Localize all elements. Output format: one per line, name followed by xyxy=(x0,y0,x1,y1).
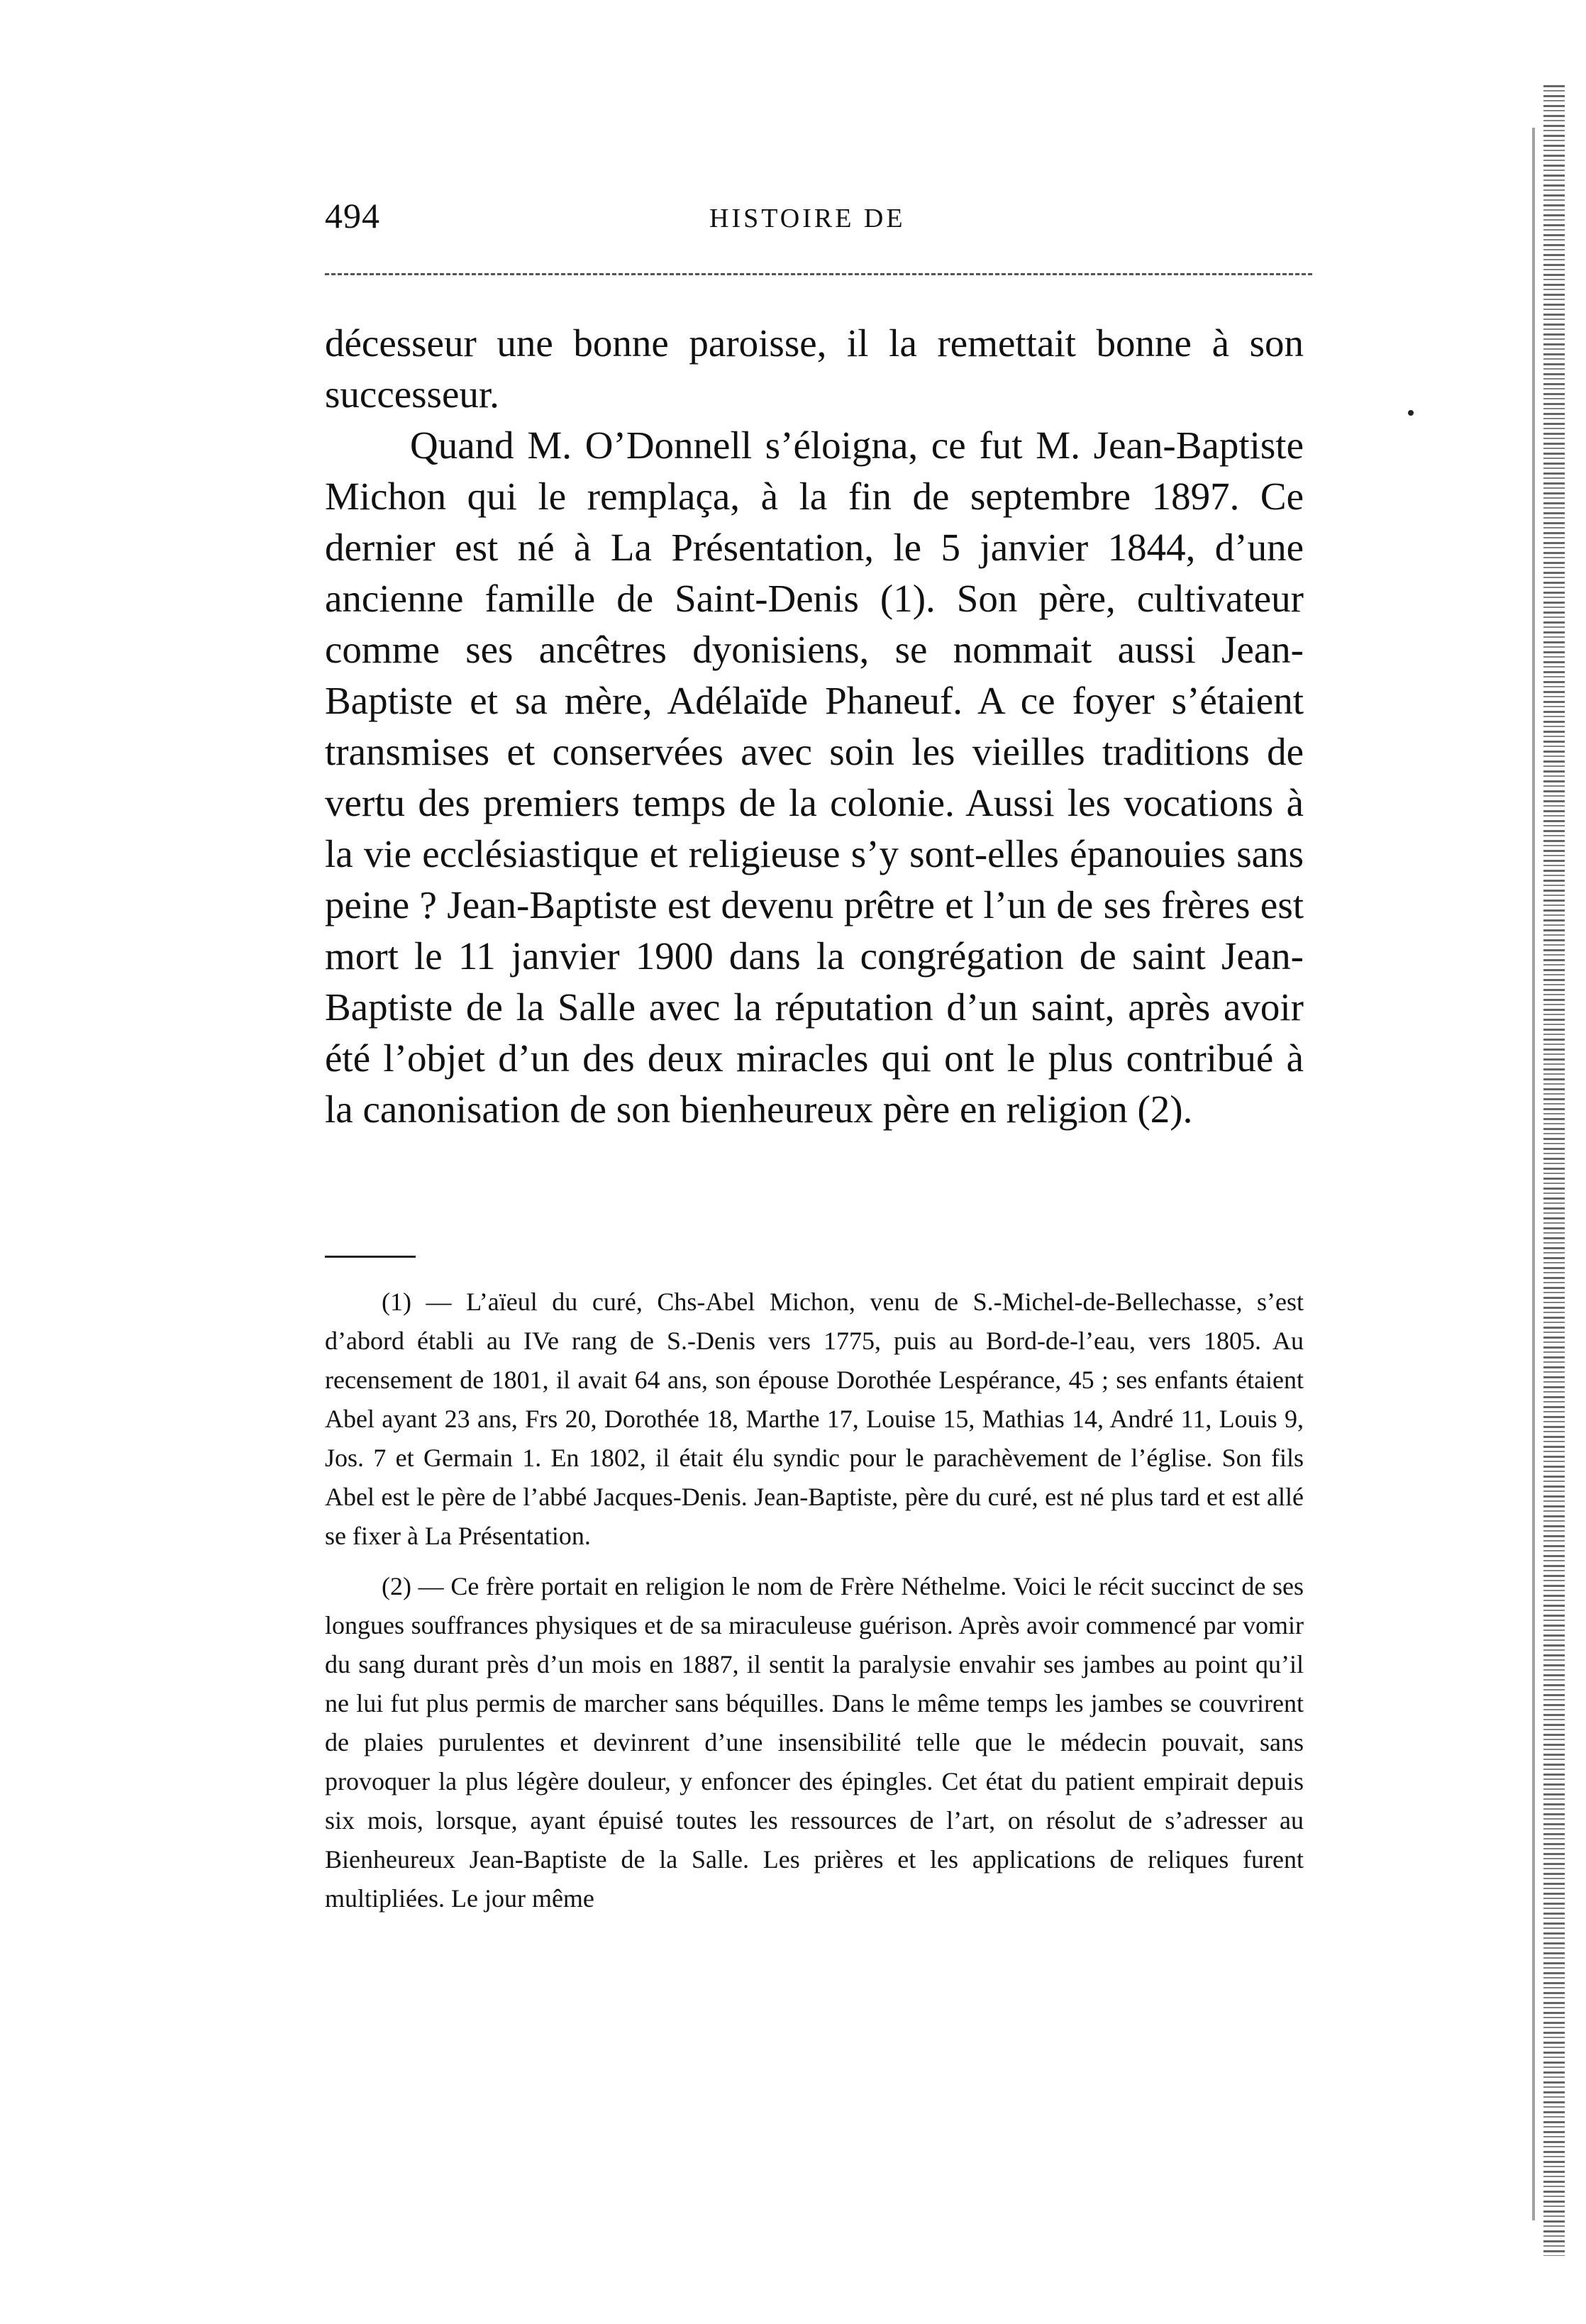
scan-edge-line xyxy=(1532,128,1535,2220)
scan-page-edge xyxy=(1543,85,1565,2256)
paragraph-michon: Quand M. O’Donnell s’éloigna, ce fut M. Jean-Baptiste Michon qui le remplaça, à la fin de septembre 1897. Ce dernier est né à La Présentation, le 5 janvier 1844, d’une ancienne famille de Saint-Denis (1). Son père, cultivateur comme ses ancêtres dyonisiens, se nommait aussi Jean-Baptiste et sa mère, Adélaïde Phaneuf. A ce foyer s’étaient transmises et conservées avec soin les vieilles traditions de vertu des premiers temps de la colonie. Aussi les vocations à la vie ecclésiastique et religieuse s’y sont-elles épanouies sans peine ? Jean-Baptiste est devenu prêtre et l’un de ses frères est mort le 11 janvier 1900 dans la congrégation de saint Jean-Baptiste de la Salle avec la réputation d’un saint, après avoir été l’objet d’un des deux miracles qui ont le plus contribué à la canonisation de son bienheureux père en religion (2). xyxy=(325,424,1304,1131)
running-title: HISTOIRE DE xyxy=(709,204,906,233)
page-number: 494 xyxy=(325,196,380,236)
footnotes xyxy=(325,1283,1304,1930)
footnote-2: (2) — Ce frère portait en religion le nom de Frère Néthelme. Voici le récit succinct de ses longues souffrances physiques et de sa miraculeuse guérison. Après avoir commencé par vomir du sang durant près d’un mois en 1887, il sentit la paralysie envahir ses jambes au point qu’il ne lui fut plus permis de marcher sans béquilles. Dans le même temps les jambes se couvrirent de plaies purulentes et devinrent d’une insensibilité telle que le médecin pouvait, sans provoquer la plus légère douleur, y enfoncer des épingles. Cet état du patient empirait depuis six mois, lorsque, ayant épuisé toutes les ressources de l’art, on résolut de s’adresser au Bienheureux Jean-Baptiste de la Salle. Les prières et les applications de reliques furent multipliées. Le jour même xyxy=(325,1572,1304,1913)
main-text xyxy=(325,318,1304,1135)
scan-speck xyxy=(1408,410,1414,416)
header-rule xyxy=(325,273,1312,275)
footnote-1: (1) — L’aïeul du curé, Chs-Abel Michon, venu de S.-Michel-de-Bellechasse, s’est d’abord établi au IVe rang de S.-Denis vers 1775, puis au Bord-de-l’eau, vers 1805. Au recensement de 1801, il avait 64 ans, son épouse Dorothée Lespérance, 45 ; ses enfants étaient Abel ayant 23 ans, Frs 20, Dorothée 18, Marthe 17, Louise 15, Mathias 14, André 11, Louis 9, Jos. 7 et Germain 1. En 1802, il était élu syndic pour le parachèvement de l’église. Son fils Abel est le père de l’abbé Jacques-Denis. Jean-Baptiste, père du curé, est né plus tard et est allé se fixer à La Présentation. xyxy=(325,1288,1304,1550)
paragraph-continuation: décesseur une bonne paroisse, il la remettait bonne à son successeur. xyxy=(325,321,1304,416)
footnote-separator xyxy=(325,1256,416,1258)
